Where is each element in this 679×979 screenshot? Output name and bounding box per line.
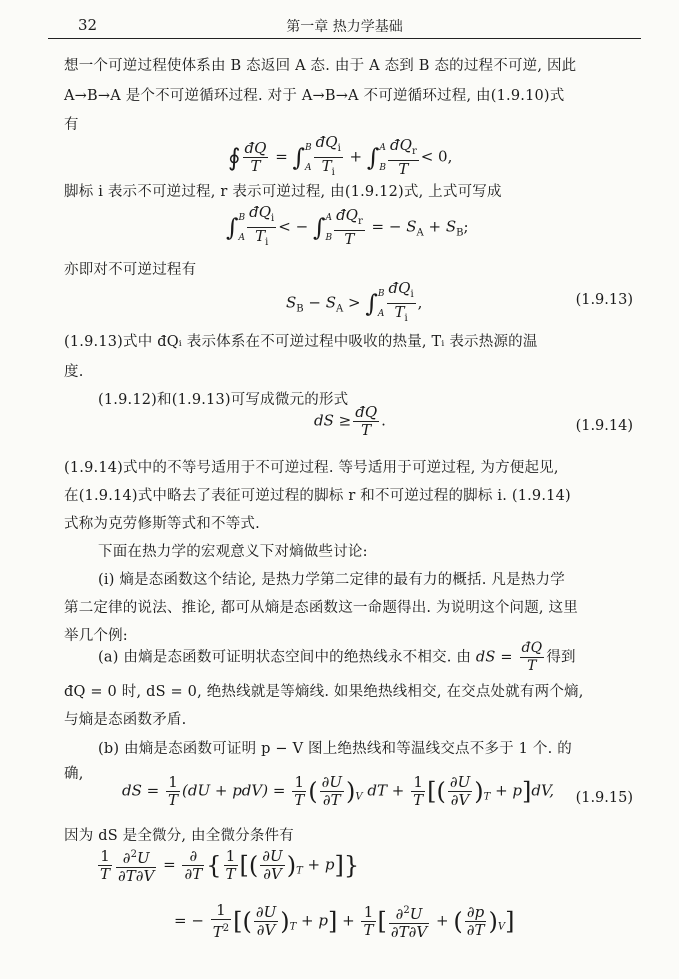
equation-differential-condition-2: = − $\frac{1}{T^2}$ [( $\frac{\partial U}{\partial V}$ )$_T + p$] + $\frac{1}{T}$ [ $\frac{\partial^2U}{\partial T\partial V}$ + ( $\frac{\partial p}{\partial T}$ )$_V$] bbox=[174, 901, 515, 941]
text-line: 因为 dS 是全微分, 由全微分条件有 bbox=[64, 828, 294, 844]
chapter-title: 第一章 热力学基础 bbox=[286, 19, 403, 35]
equation-rewritten: ∫B A $\frac{đQ_i}{T_i}$ < − ∫A B $\frac{đQ_r}{T}$ = − $S_A + S_B$; bbox=[226, 204, 469, 251]
text-line: 在(1.9.14)式中略去了表征可逆过程的脚标 r 和不可逆过程的脚标 i. (1.9.14) bbox=[64, 488, 571, 504]
text-line: A→B→A 是个不可逆循环过程. 对于 A→B→A 不可逆循环过程, 由(1.9.10)式 bbox=[64, 88, 565, 104]
text-line: 举几个例: bbox=[64, 628, 128, 644]
equation-1-9-14: dS ≥ $\frac{đQ}{T}$ . bbox=[314, 403, 386, 439]
text-line-with-fraction: (a) 由熵是态函数可证明状态空间中的绝热线永不相交. 由 dS = $\frac{đQ}{T}$ 得到 bbox=[98, 640, 576, 674]
text-line: (i) 熵是态函数这个结论, 是热力学第二定律的最有力的概括. 凡是热力学 bbox=[98, 572, 565, 588]
text-line: 想一个可逆过程使体系由 B 态返回 A 态. 由于 A 态到 B 态的过程不可逆, 因此 bbox=[64, 58, 577, 74]
text-line: 度. bbox=[64, 364, 84, 380]
equation-cyclic-integral: ∮ $\frac{đQ}{T}$ = ∫B A $\frac{đQ_i}{T_i}$ + ∫A B $\frac{đQ_r}{T}$ < 0, bbox=[228, 134, 452, 181]
equation-number: (1.9.15) bbox=[575, 790, 633, 806]
text-line: (1.9.13)式中 đQᵢ 表示体系在不可逆过程中吸收的热量, Tᵢ 表示热源的温 bbox=[64, 334, 538, 350]
text-line: (1.9.14)式中的不等号适用于不可逆过程. 等号适用于可逆过程, 为方便起见, bbox=[64, 460, 559, 476]
text-line: 有 bbox=[64, 117, 79, 133]
page-number: 32 bbox=[78, 16, 98, 34]
text-line: 脚标 i 表示不可逆过程, r 表示可逆过程, 由(1.9.12)式, 上式可写成 bbox=[64, 184, 502, 200]
text-segment: 得到 bbox=[546, 649, 576, 666]
running-header bbox=[48, 12, 641, 39]
equation-number: (1.9.13) bbox=[575, 292, 633, 308]
text-line: 亦即对不可逆过程有 bbox=[64, 262, 197, 278]
text-segment: (a) 由熵是态函数可证明状态空间中的绝热线永不相交. 由 bbox=[98, 649, 472, 666]
text-line: (b) 由熵是态函数可证明 p − V 图上绝热线和等温线交点不多于 1 个. 的 bbox=[98, 741, 572, 757]
text-line: 与熵是态函数矛盾. bbox=[64, 712, 187, 728]
equation-differential-condition-1: $\frac{1}{T}$ $\frac{\partial^2U}{\partial T\partial V}$ = $\frac{\partial}{\partial T}$ { $\frac{1}{T}$ [( $\frac{\partial U}{\partial V}$ )$_T + p$]} bbox=[100, 847, 360, 885]
text-line: đQ = 0 时, dS = 0, 绝热线就是等熵线. 如果绝热线相交, 在交点处就有两个熵, bbox=[64, 684, 584, 700]
text-line: 第二定律的说法、推论, 都可从熵是态函数这一命题得出. 为说明这个问题, 这里 bbox=[64, 600, 578, 616]
equation-1-9-13: $S_B - S_A > \int B$ A $\frac{đQ_i}{T_i}$ , bbox=[286, 280, 422, 327]
equation-1-9-15: dS = $\frac{1}{T}$ (dU + pdV) = $\frac{1}{T}$ ( $\frac{\partial U}{\partial T}$ )$_V$ dT + $\frac{1}{T}$ [( $\frac{\partial U}{\partial V}$ )$_T + p]dV$, bbox=[122, 773, 554, 809]
text-line: 确, bbox=[64, 766, 84, 782]
text-line: 下面在热力学的宏观意义下对熵做些讨论: bbox=[98, 544, 368, 560]
equation-number: (1.9.14) bbox=[575, 418, 633, 434]
text-line: 式称为克劳修斯等式和不等式. bbox=[64, 516, 260, 532]
text-line: (1.9.12)和(1.9.13)可写成微元的形式 bbox=[98, 392, 349, 408]
